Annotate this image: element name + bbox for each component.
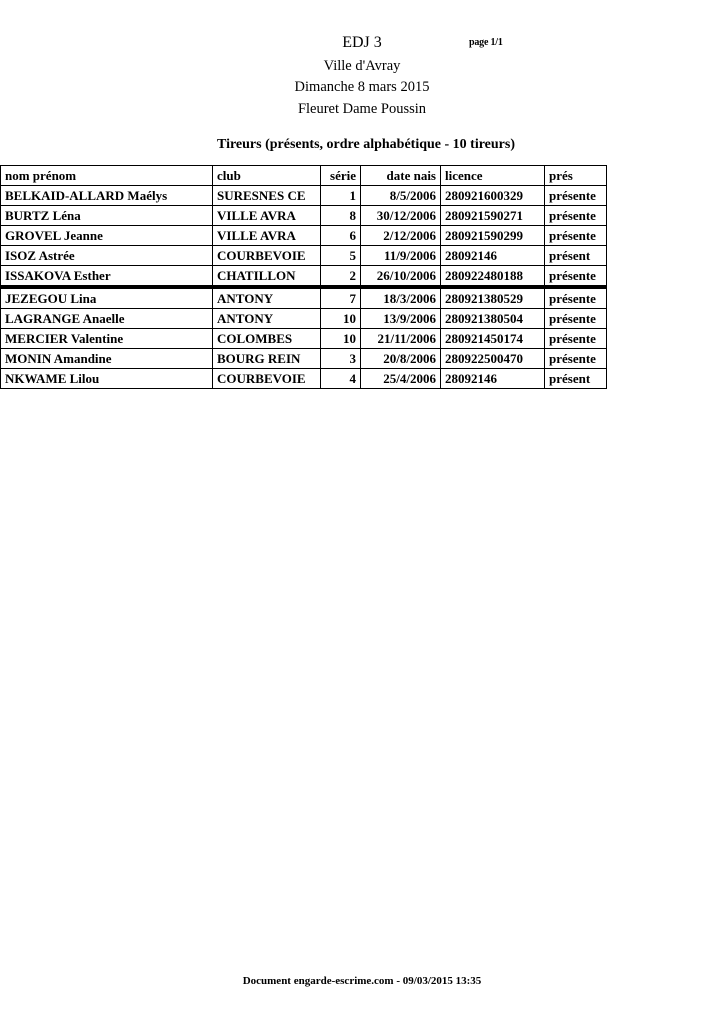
- cell-serie: 10: [321, 329, 361, 349]
- cell-club: SURESNES CE: [213, 186, 321, 206]
- page-title: EDJ 3: [342, 34, 382, 51]
- cell-club: VILLE AVRA: [213, 226, 321, 246]
- table-row: [1, 349, 607, 369]
- list-subtitle: Tireurs (présents, ordre alphabétique - 10 tireurs): [216, 137, 515, 152]
- cell-name: JEZEGOU Lina: [1, 287, 213, 309]
- cell-presence: présente: [545, 309, 607, 329]
- cell-birthdate: 30/12/2006: [361, 206, 441, 226]
- cell-licence: 280921380529: [441, 287, 545, 309]
- cell-serie: 4: [321, 369, 361, 389]
- cell-licence: 280922500470: [441, 349, 545, 369]
- cell-club: BOURG REIN: [213, 349, 321, 369]
- cell-club: CHATILLON: [213, 266, 321, 288]
- page-number: page 1/1: [469, 37, 503, 48]
- cell-presence: présent: [545, 246, 607, 266]
- cell-club: VILLE AVRA: [213, 206, 321, 226]
- cell-birthdate: 8/5/2006: [361, 186, 441, 206]
- cell-birthdate: 26/10/2006: [361, 266, 441, 288]
- cell-name: LAGRANGE Anaelle: [1, 309, 213, 329]
- cell-presence: présente: [545, 266, 607, 288]
- cell-name: MERCIER Valentine: [1, 329, 213, 349]
- cell-serie: 2: [321, 266, 361, 288]
- cell-presence: présente: [545, 206, 607, 226]
- column-header-name: nom prénom: [1, 166, 213, 186]
- cell-licence: 280922480188: [441, 266, 545, 288]
- cell-club: ANTONY: [213, 287, 321, 309]
- column-header-presence: prés: [545, 166, 607, 186]
- cell-name: NKWAME Lilou: [1, 369, 213, 389]
- cell-presence: présente: [545, 186, 607, 206]
- table-row: [1, 369, 607, 389]
- column-header-club: club: [213, 166, 321, 186]
- cell-serie: 6: [321, 226, 361, 246]
- cell-presence: présente: [545, 349, 607, 369]
- cell-licence: 280921450174: [441, 329, 545, 349]
- cell-presence: présent: [545, 369, 607, 389]
- cell-serie: 10: [321, 309, 361, 329]
- cell-club: ANTONY: [213, 309, 321, 329]
- table-row: [1, 309, 607, 329]
- cell-birthdate: 18/3/2006: [361, 287, 441, 309]
- cell-name: ISOZ Astrée: [1, 246, 213, 266]
- cell-birthdate: 2/12/2006: [361, 226, 441, 246]
- cell-licence: 280921590271: [441, 206, 545, 226]
- cell-serie: 8: [321, 206, 361, 226]
- table-header-row: [1, 166, 607, 186]
- cell-presence: présente: [545, 226, 607, 246]
- venue-city: Ville d'Avray: [323, 58, 401, 74]
- table-row: [1, 186, 607, 206]
- cell-licence: 280921600329: [441, 186, 545, 206]
- table-row: [1, 246, 607, 266]
- cell-club: COURBEVOIE: [213, 246, 321, 266]
- cell-club: COLOMBES: [213, 329, 321, 349]
- cell-serie: 3: [321, 349, 361, 369]
- cell-presence: présente: [545, 329, 607, 349]
- cell-presence: présente: [545, 287, 607, 309]
- cell-name: MONIN Amandine: [1, 349, 213, 369]
- cell-name: BELKAID-ALLARD Maélys: [1, 186, 213, 206]
- cell-club: COURBEVOIE: [213, 369, 321, 389]
- cell-birthdate: 11/9/2006: [361, 246, 441, 266]
- cell-name: GROVEL Jeanne: [1, 226, 213, 246]
- table-row: [1, 266, 607, 288]
- column-header-birthdate: date nais: [361, 166, 441, 186]
- cell-licence: 28092146: [441, 369, 545, 389]
- event-date: Dimanche 8 mars 2015: [294, 79, 430, 95]
- table-row: [1, 329, 607, 349]
- cell-birthdate: 21/11/2006: [361, 329, 441, 349]
- table-row: [1, 206, 607, 226]
- cell-licence: 280921590299: [441, 226, 545, 246]
- event-name: Fleuret Dame Poussin: [297, 101, 427, 117]
- cell-birthdate: 20/8/2006: [361, 349, 441, 369]
- cell-serie: 7: [321, 287, 361, 309]
- table-row: [1, 226, 607, 246]
- cell-licence: 280921380504: [441, 309, 545, 329]
- cell-licence: 28092146: [441, 246, 545, 266]
- document-footer: Document engarde-escrime.com - 09/03/2015 13:35: [242, 975, 482, 987]
- column-header-licence: licence: [441, 166, 545, 186]
- cell-birthdate: 25/4/2006: [361, 369, 441, 389]
- cell-serie: 5: [321, 246, 361, 266]
- cell-name: ISSAKOVA Esther: [1, 266, 213, 288]
- fencers-table: [0, 165, 607, 389]
- cell-serie: 1: [321, 186, 361, 206]
- cell-birthdate: 13/9/2006: [361, 309, 441, 329]
- table-row: [1, 287, 607, 309]
- column-header-serie: série: [321, 166, 361, 186]
- cell-name: BURTZ Léna: [1, 206, 213, 226]
